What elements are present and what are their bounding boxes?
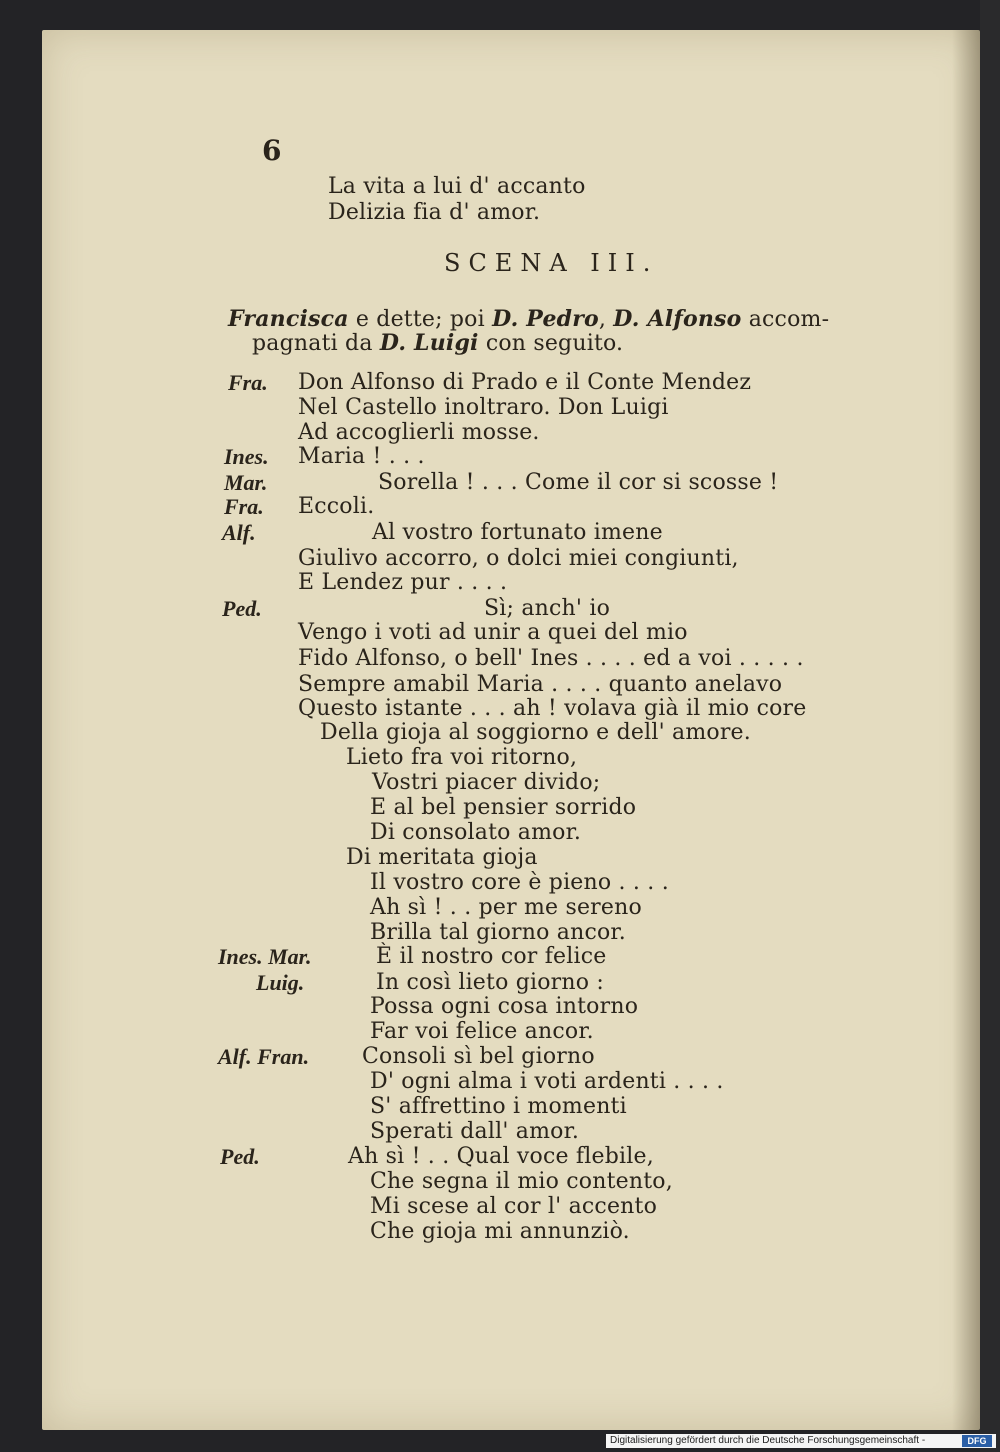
verse-line: Maria ! . . .	[298, 444, 425, 469]
verse-line: Sempre amabil Maria . . . . quanto anelavo	[298, 672, 783, 697]
character-name: D. Pedro	[492, 306, 599, 332]
verse-line: La vita a lui d' accanto	[328, 174, 586, 199]
verse-line: Di meritata gioja	[346, 845, 538, 870]
verse-line: E Lendez pur . . . .	[298, 570, 508, 595]
verse-line: Eccoli.	[298, 494, 375, 519]
verse-line: In così lieto giorno :	[376, 970, 605, 995]
speaker-label: Ped.	[222, 596, 262, 621]
verse-line: Delizia fia d' amor.	[328, 200, 541, 225]
footer-text: Digitalisierung gefördert durch die Deutsche Forschungsgemeinschaft -	[610, 1435, 926, 1446]
verse-line: Ad accoglierli mosse.	[298, 420, 540, 445]
stage-text: accom-	[741, 307, 830, 332]
verse-line: Vostri piacer divido;	[372, 770, 601, 795]
digitization-footer	[606, 1434, 996, 1448]
verse-line: Che segna il mio contento,	[370, 1169, 673, 1194]
adjacent-page-edge	[980, 0, 1000, 1452]
stage-text: e dette; poi	[355, 307, 485, 332]
verse-line: Giulivo accorro, o dolci miei congiunti,	[298, 546, 739, 571]
verse-line: Ah sì ! . . Qual voce flebile,	[348, 1144, 654, 1169]
verse-line: Ah sì ! . . per me sereno	[370, 895, 642, 920]
verse-line: Sperati dall' amor.	[370, 1119, 580, 1144]
verse-line: Vengo i voti ad unir a quei del mio	[298, 620, 688, 645]
speaker-label: Ines.	[224, 444, 269, 469]
character-name: Francisca	[228, 306, 349, 332]
stage-text: ,	[598, 307, 614, 332]
stage-direction-line-2	[252, 330, 623, 357]
verse-line: È il nostro cor felice	[376, 944, 607, 969]
verse-line: Al vostro fortunato imene	[372, 520, 663, 545]
verse-line: Sorella ! . . . Come il cor si scosse !	[378, 470, 779, 495]
speaker-label: Fra.	[228, 370, 268, 395]
verse-line: Fido Alfonso, o bell' Ines . . . . ed a voi . . . . .	[298, 646, 804, 671]
verse-line: Brilla tal giorno ancor.	[370, 920, 626, 945]
character-name: D. Luigi	[379, 330, 479, 356]
verse-line: Il vostro core è pieno . . . .	[370, 870, 669, 895]
verse-line: Sì; anch' io	[484, 596, 611, 621]
verse-line: Consoli sì bel giorno	[362, 1044, 595, 1069]
speaker-label: Luig.	[256, 970, 305, 995]
verse-line: Lieto fra voi ritorno,	[346, 745, 578, 770]
speaker-label: Alf.	[222, 520, 256, 545]
speaker-label: Ines. Mar.	[218, 944, 312, 969]
speaker-label: Ped.	[220, 1144, 260, 1169]
verse-line: Che gioja mi annunziò.	[370, 1219, 630, 1244]
verse-line: Della gioja al soggiorno e dell' amore.	[320, 720, 751, 745]
page-gutter-shadow	[952, 30, 980, 1430]
verse-line: Far voi felice ancor.	[370, 1019, 594, 1044]
verse-line: Possa ogni cosa intorno	[370, 994, 639, 1019]
speaker-label: Mar.	[224, 470, 268, 495]
stage-text: pagnati da	[252, 331, 380, 356]
verse-line: E al bel pensier sorrido	[370, 795, 637, 820]
dfg-logo: DFG	[962, 1435, 992, 1447]
speaker-label: Alf. Fran.	[218, 1044, 310, 1069]
verse-line: Questo istante . . . ah ! volava già il mio core	[298, 696, 807, 721]
character-name: D. Alfonso	[613, 306, 742, 332]
verse-line: S' affrettino i momenti	[370, 1094, 627, 1119]
verse-line: Di consolato amor.	[370, 820, 582, 845]
verse-line: Mi scese al cor l' accento	[370, 1194, 658, 1219]
verse-line: Don Alfonso di Prado e il Conte Mendez	[298, 370, 752, 395]
stage-text: con seguito.	[478, 331, 624, 356]
verse-line: Nel Castello inoltraro. Don Luigi	[298, 395, 669, 420]
stage-direction-line-1	[228, 306, 829, 333]
verse-line: D' ogni alma i voti ardenti . . . .	[370, 1069, 724, 1094]
page-number: 6	[262, 134, 282, 167]
scene-title: SCENA III.	[444, 249, 659, 277]
speaker-label: Fra.	[224, 494, 264, 519]
